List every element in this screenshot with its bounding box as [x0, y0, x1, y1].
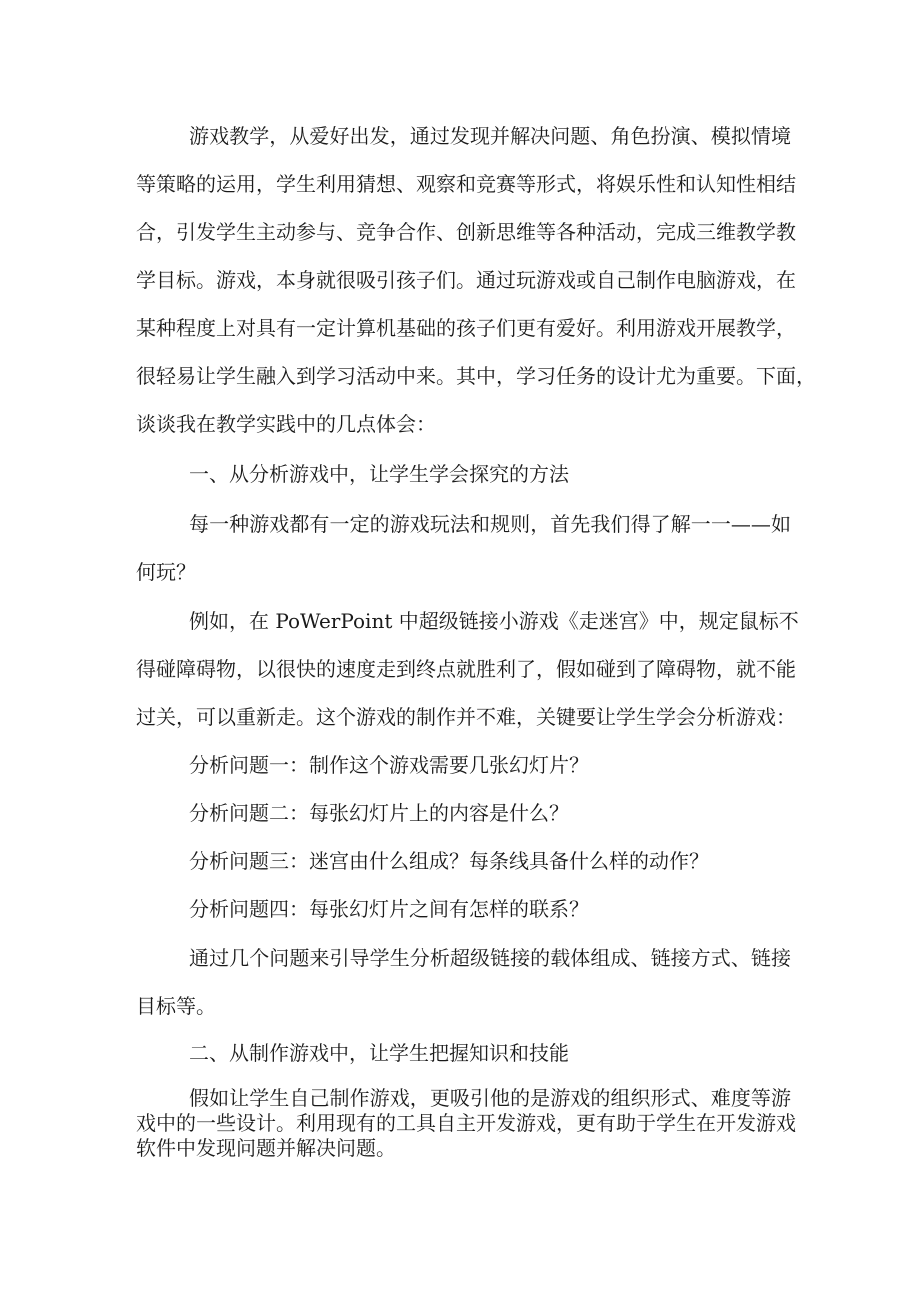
paragraph-example-line: 例如，在 PoWerPoint 中超级链接小游戏《走迷宫》中，规定鼠标不 — [189, 609, 799, 633]
section-heading-2: 二、从制作游戏中，让学生把握知识和技能 — [189, 1041, 569, 1065]
analysis-question-1: 分析问题一：制作这个游戏需要几张幻灯片？ — [189, 753, 589, 777]
paragraph-guide-line: 目标等。 — [136, 994, 216, 1018]
paragraph-make-line: 戏中的一些设计。利用现有的工具自主开发游戏，更有助于学生在开发游戏 — [136, 1111, 796, 1135]
paragraph-make-line: 软件中发现问题并解决问题。 — [136, 1136, 396, 1160]
analysis-question-3: 分析问题三：迷宫由什么组成？每条线具备什么样的动作？ — [189, 849, 709, 873]
paragraph-rules-line: 每一种游戏都有一定的游戏玩法和规则，首先我们得了解一一——如 — [189, 512, 791, 536]
analysis-question-2: 分析问题二：每张幻灯片上的内容是什么？ — [189, 801, 569, 825]
paragraph-example-line: 过关，可以重新走。这个游戏的制作并不难，关键要让学生学会分析游戏： — [136, 705, 796, 729]
paragraph-intro-line: 谈谈我在教学实践中的几点体会： — [136, 412, 436, 436]
paragraph-example-line: 得碰障碍物，以很快的速度走到终点就胜利了，假如碰到了障碍物，就不能 — [136, 657, 796, 681]
analysis-question-4: 分析问题四：每张幻灯片之间有怎样的联系？ — [189, 897, 589, 921]
paragraph-intro-line: 某种程度上对具有一定计算机基础的孩子们更有爱好。利用游戏开展教学， — [136, 316, 796, 340]
paragraph-rules-line: 何玩？ — [136, 560, 196, 584]
paragraph-guide-line: 通过几个问题来引导学生分析超级链接的载体组成、链接方式、链接 — [189, 946, 791, 970]
paragraph-intro-line: 很轻易让学生融入到学习活动中来。其中，学习任务的设计尤为重要。下面， — [136, 364, 816, 388]
section-heading-1: 一、从分析游戏中，让学生学会探究的方法 — [189, 462, 569, 486]
paragraph-make-line: 假如让学生自己制作游戏，更吸引他的是游戏的组织形式、难度等游 — [189, 1086, 791, 1110]
paragraph-intro-line: 合，引发学生主动参与、竞争合作、创新思维等各种活动，完成三维教学教 — [136, 220, 796, 244]
paragraph-intro-line: 游戏教学，从爱好出发，通过发现并解决问题、角色扮演、模拟情境 — [189, 124, 791, 148]
paragraph-intro-line: 学目标。游戏，本身就很吸引孩子们。通过玩游戏或自己制作电脑游戏，在 — [136, 268, 796, 292]
paragraph-intro-line: 等策略的运用，学生利用猜想、观察和竞赛等形式，将娱乐性和认知性相结 — [136, 172, 796, 196]
